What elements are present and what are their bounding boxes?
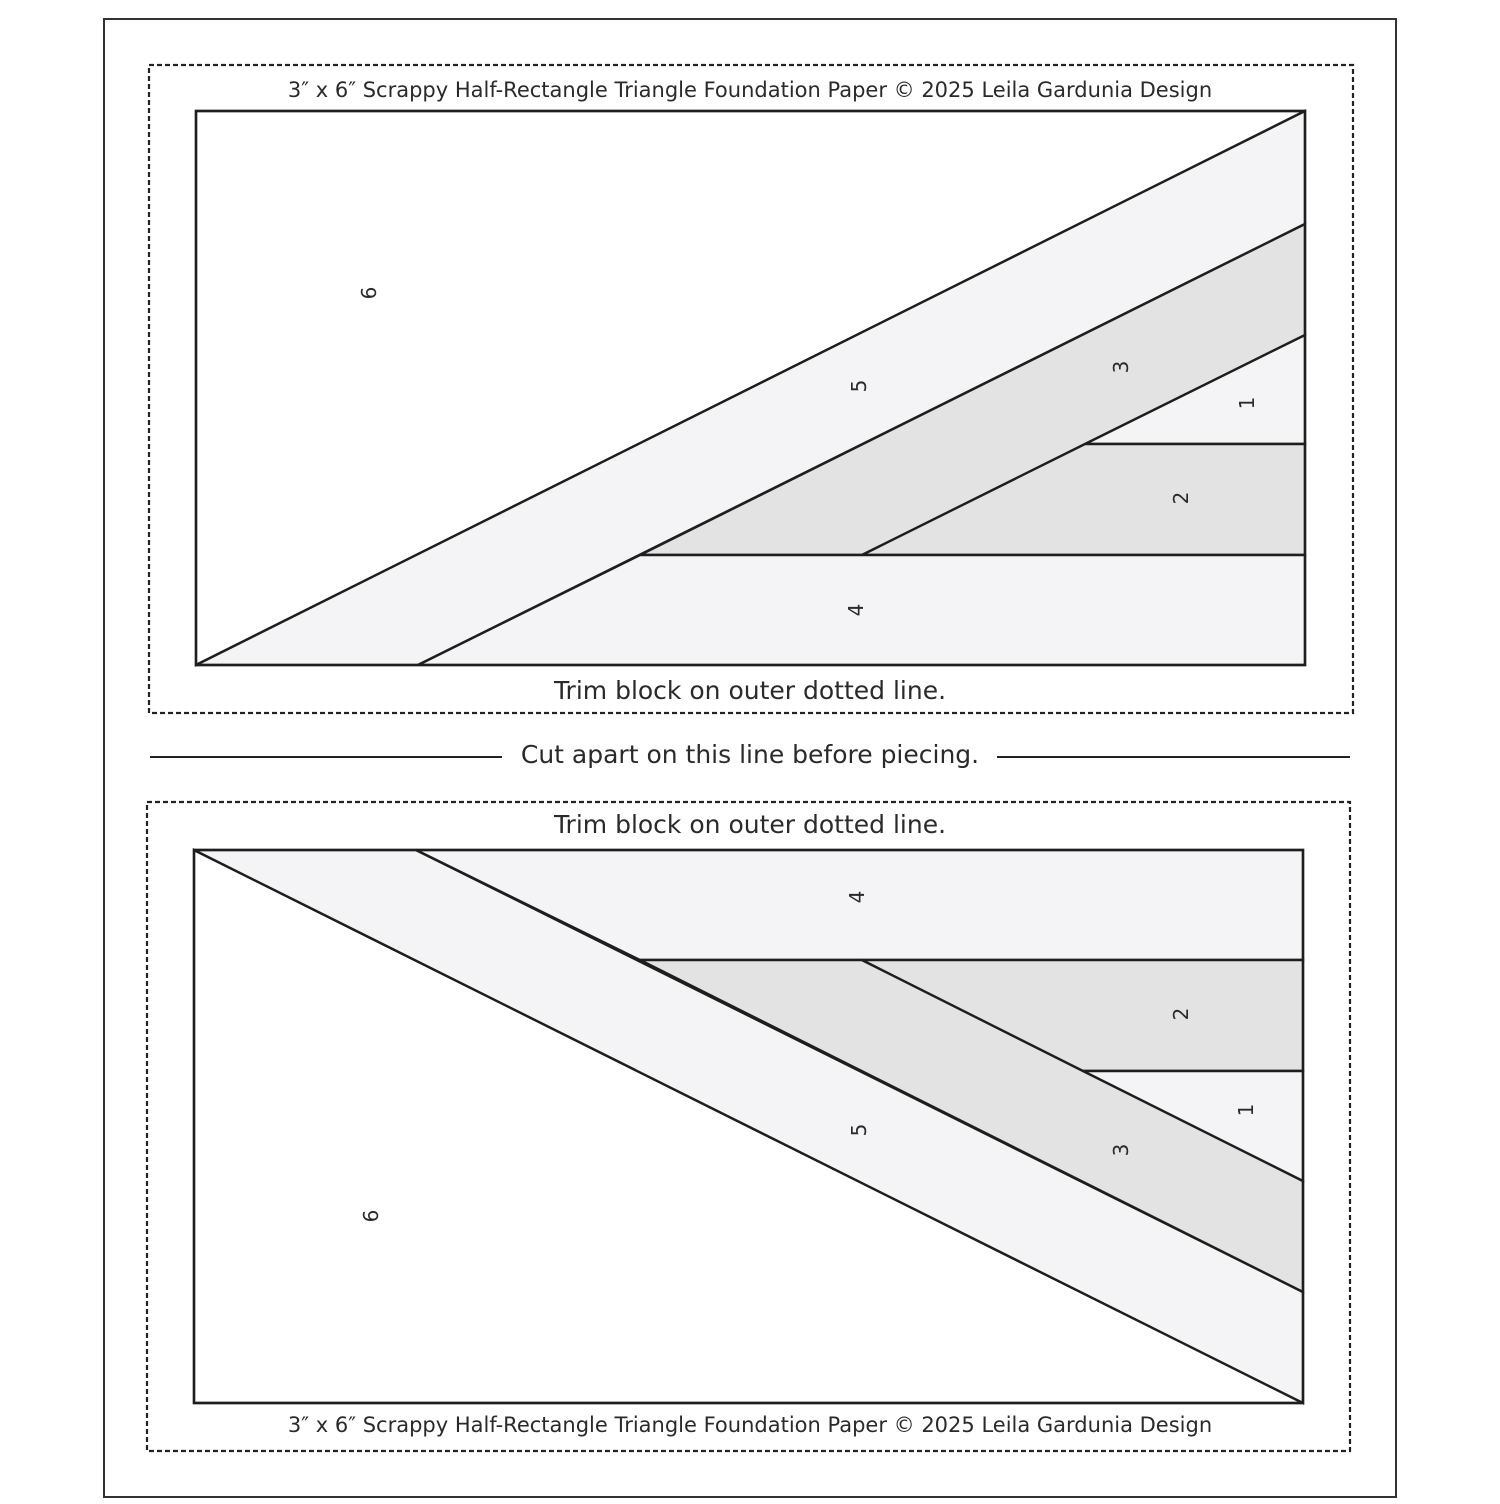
bottom-label-6: 6	[359, 1209, 383, 1223]
top-label-4: 4	[844, 603, 868, 617]
top-label-2: 2	[1169, 491, 1193, 505]
bottom-label-5: 5	[847, 1123, 871, 1137]
bottom-label-4: 4	[845, 890, 869, 904]
cut-line-label: Cut apart on this line before piecing.	[520, 740, 980, 769]
bottom-label-3: 3	[1109, 1143, 1133, 1157]
top-label-1: 1	[1235, 396, 1259, 410]
bottom-block	[194, 850, 1303, 1403]
bottom-label-1: 1	[1234, 1103, 1258, 1117]
top-pattern	[149, 65, 1353, 713]
top-block	[196, 111, 1305, 665]
top-trim-instruction: Trim block on outer dotted line.	[553, 676, 947, 705]
bottom-pattern	[147, 802, 1350, 1451]
top-caption: 3″ x 6″ Scrappy Half-Rectangle Triangle Foundation Paper © 2025 Leila Gardunia Design	[287, 78, 1213, 102]
bottom-trim-instruction: Trim block on outer dotted line.	[553, 810, 947, 839]
top-label-5: 5	[847, 379, 871, 393]
bottom-label-2: 2	[1169, 1007, 1193, 1021]
top-label-6: 6	[357, 286, 381, 300]
top-label-3: 3	[1109, 360, 1133, 374]
bottom-caption: 3″ x 6″ Scrappy Half-Rectangle Triangle Foundation Paper © 2025 Leila Gardunia Design	[287, 1413, 1213, 1437]
